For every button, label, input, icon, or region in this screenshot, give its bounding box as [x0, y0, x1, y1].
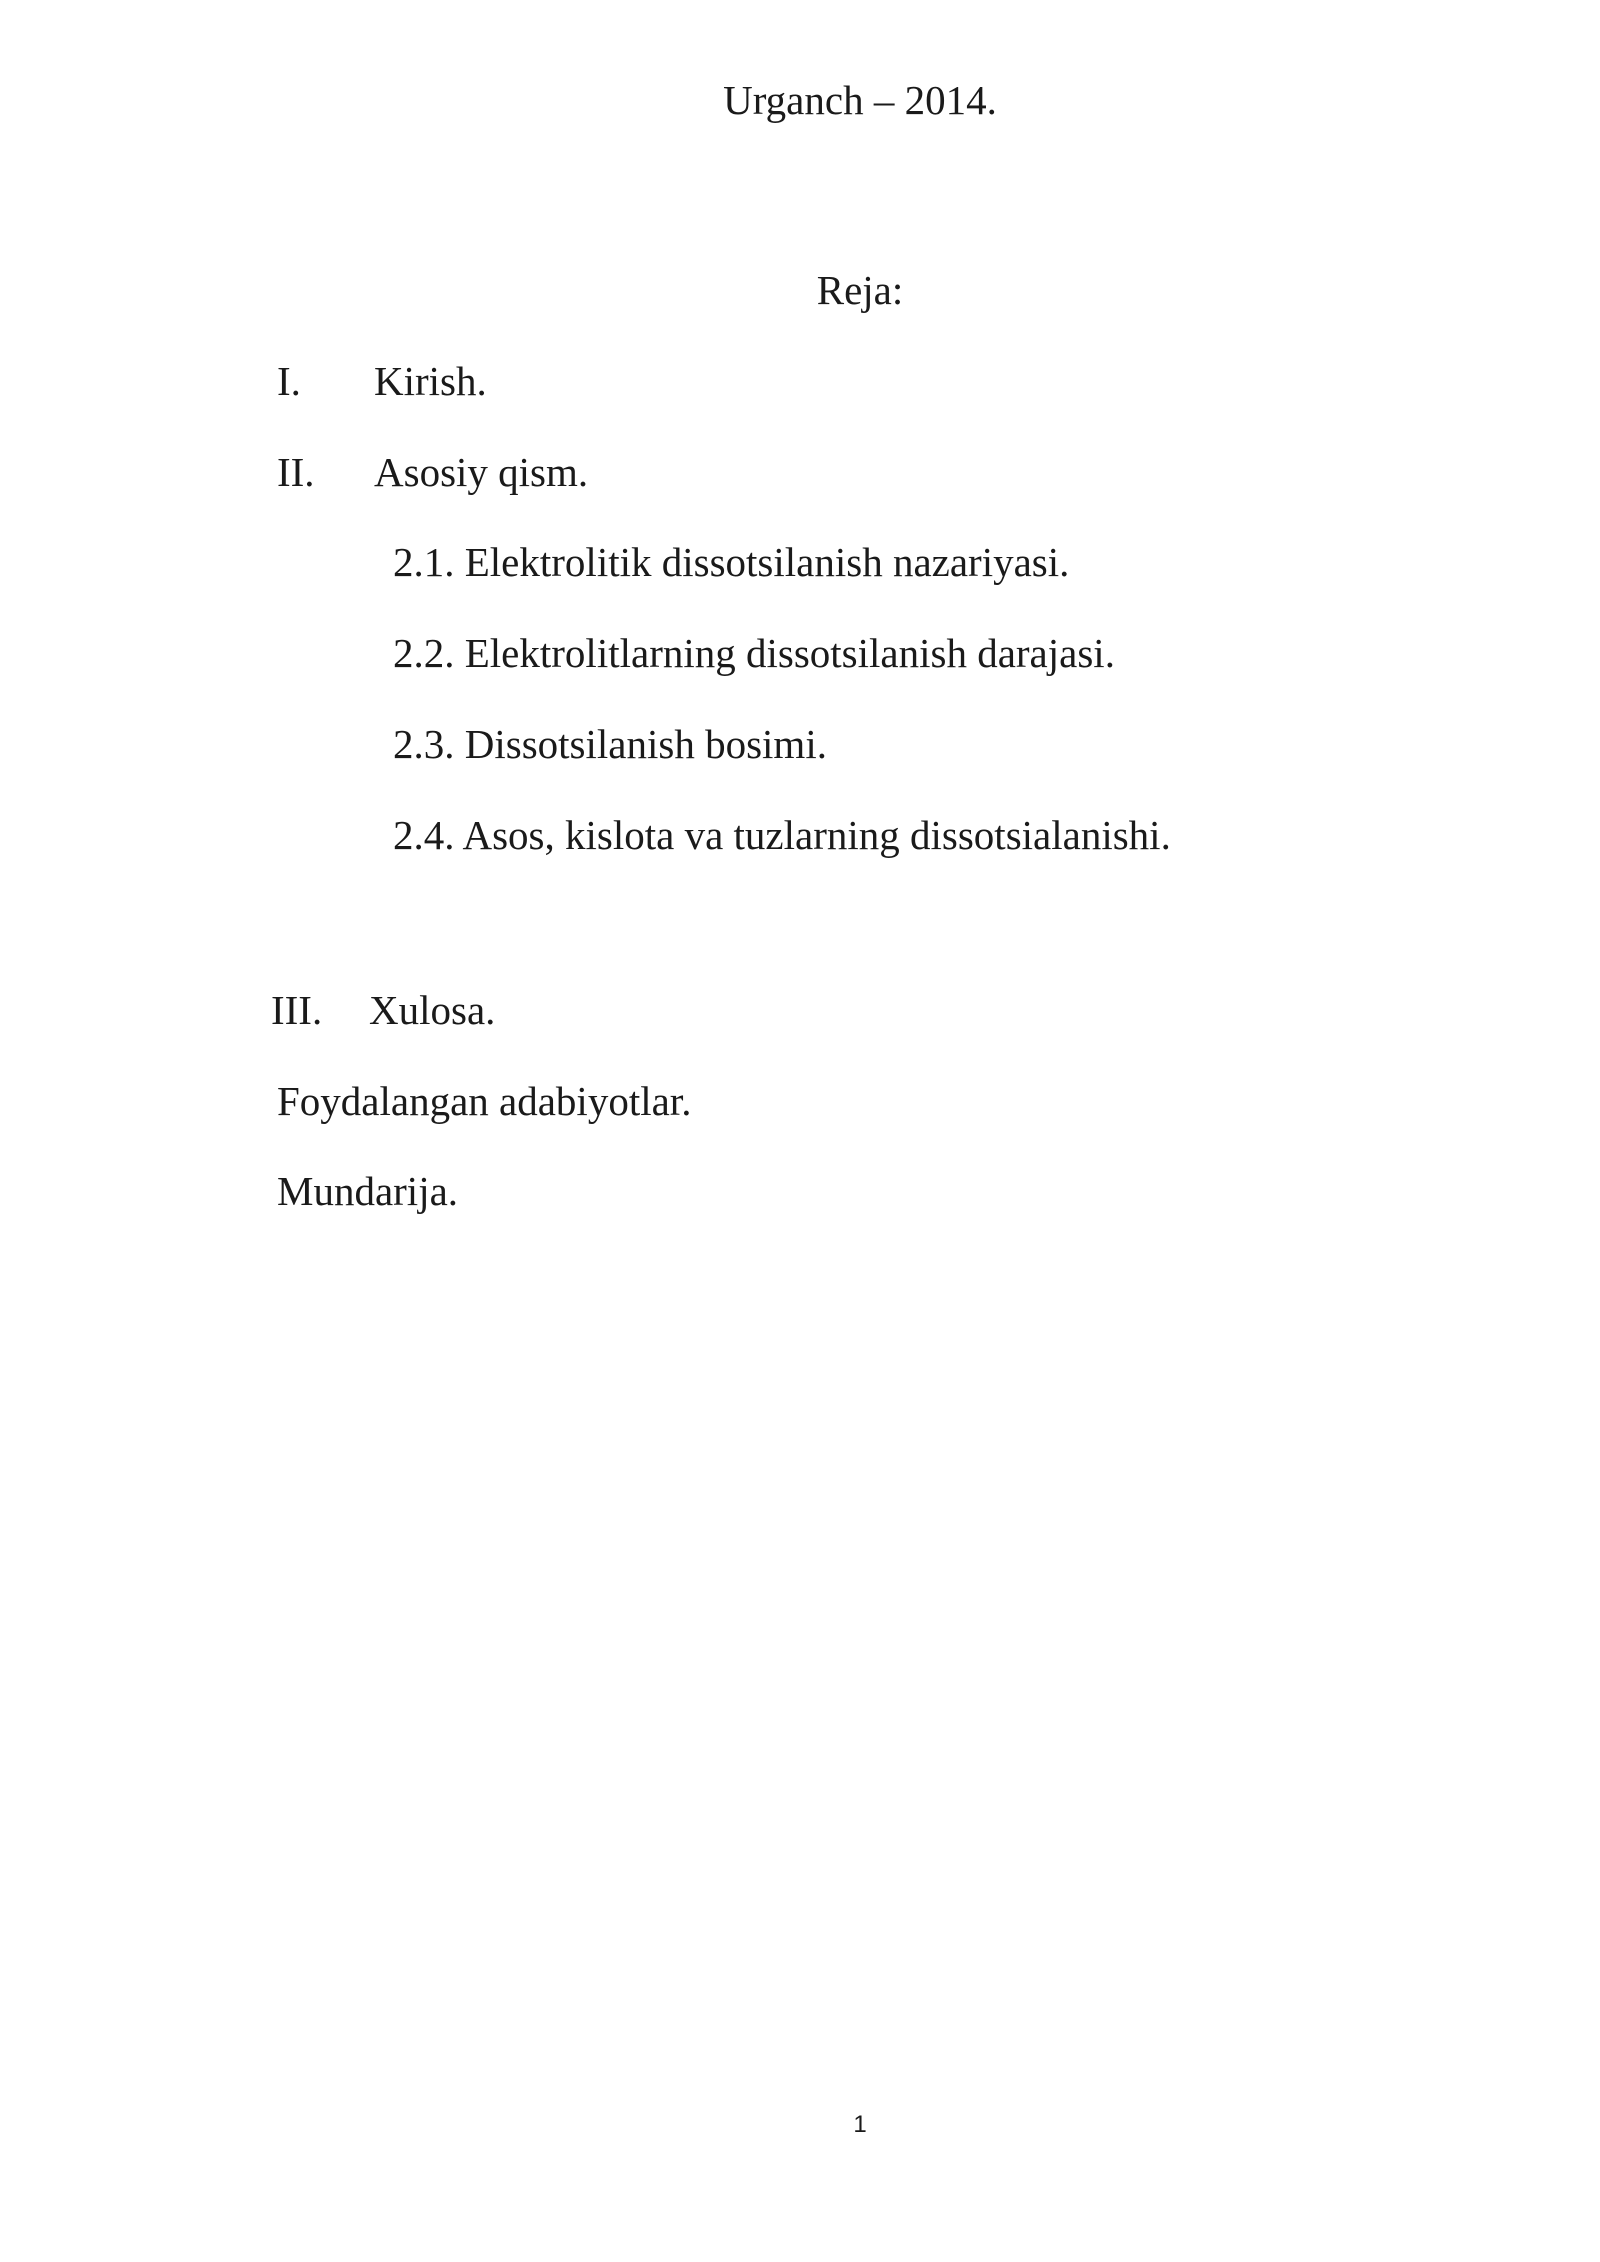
contents-entry: Mundarija. [277, 1168, 459, 1214]
plan-subitem: 2.4. Asos, kislota va tuzlarning dissotsialanishi. [393, 812, 1171, 858]
plan-item-label: Xulosa. [369, 987, 496, 1033]
plan-item-number: II. [277, 449, 315, 495]
page-number: 1 [853, 2111, 867, 2138]
plan-item-number: III. [271, 987, 323, 1033]
plan-item-label: Asosiy qism. [374, 449, 589, 495]
references-entry: Foydalangan adabiyotlar. [277, 1078, 692, 1124]
plan-title: Reja: [816, 267, 904, 313]
plan-subitem: 2.3. Dissotsilanish bosimi. [393, 721, 827, 767]
place-year: Urganch – 2014. [723, 77, 997, 123]
plan-subitem: 2.1. Elektrolitik dissotsilanish nazariyasi. [393, 539, 1070, 585]
plan-subitem: 2.2. Elektrolitlarning dissotsilanish darajasi. [393, 630, 1115, 676]
plan-item-number: I. [277, 358, 301, 404]
plan-item-label: Kirish. [374, 358, 487, 404]
